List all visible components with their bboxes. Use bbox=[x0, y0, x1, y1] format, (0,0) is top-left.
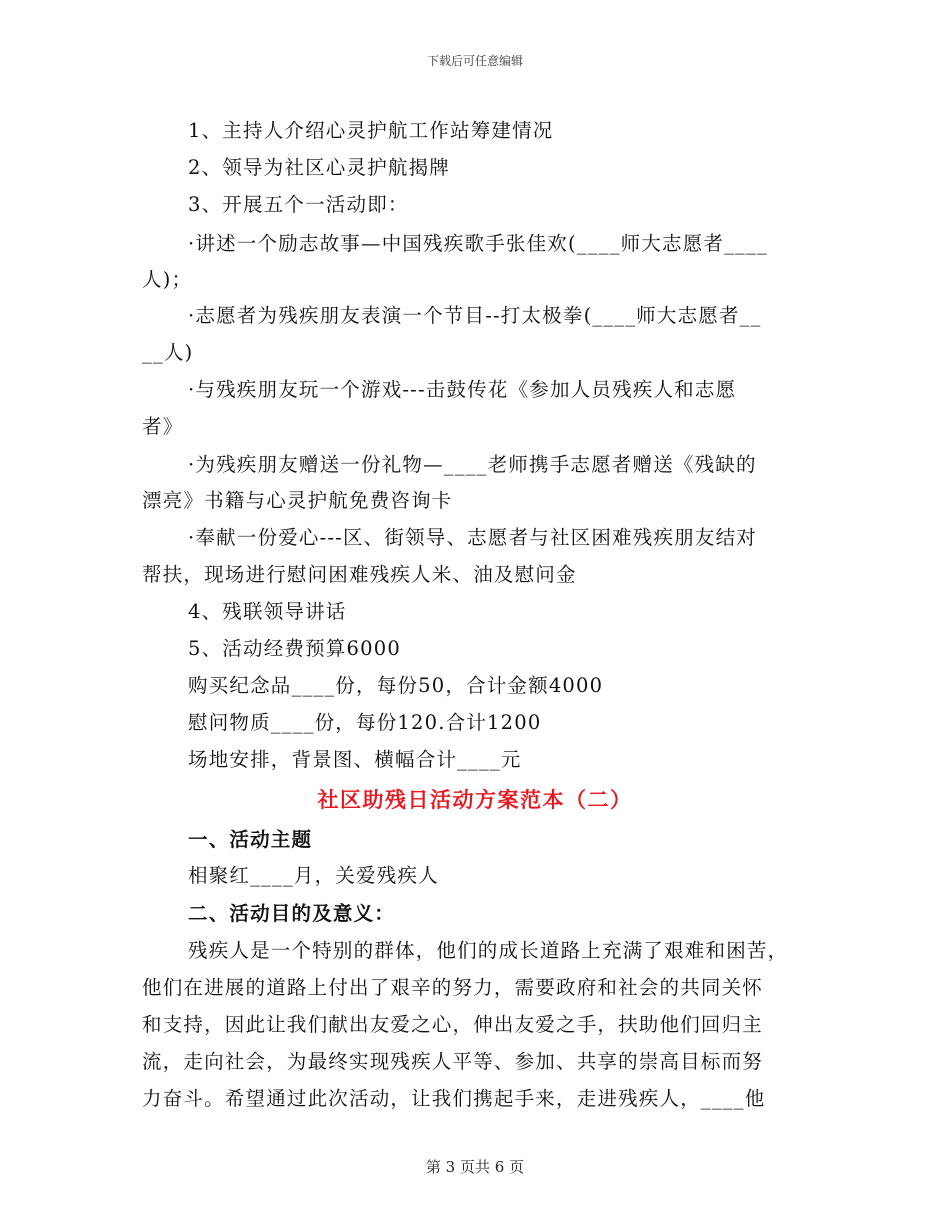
bullet-item-continued: __人) bbox=[142, 341, 194, 364]
paragraph-line: 他们在进展的道路上付出了艰辛的努力，需要政府和社会的共同关怀 bbox=[142, 976, 764, 999]
bullet-item: ·为残疾朋友赠送一份礼物—____老师携手志愿者赠送《残缺的 bbox=[188, 453, 757, 476]
section-heading: 一、活动主题 bbox=[188, 828, 313, 851]
bullet-item-continued: 者》 bbox=[142, 415, 184, 438]
paragraph-line: 力奋斗。希望通过此次活动，让我们携起手来，走进残疾人，____他 bbox=[142, 1087, 766, 1110]
bullet-item: ·志愿者为残疾朋友表演一个节目--打太极拳(____师大志愿者__ bbox=[188, 304, 762, 327]
paragraph-line: 和支持，因此让我们献出友爱之心，伸出友爱之手，扶助他们回归主 bbox=[142, 1013, 764, 1036]
bullet-item-continued: 漂亮》书籍与心灵护航免费咨询卡 bbox=[142, 489, 453, 512]
list-item: 5、活动经费预算6000 bbox=[188, 637, 401, 660]
page-header: 下载后可任意编辑 bbox=[426, 54, 523, 68]
bullet-item-continued: 人)； bbox=[142, 268, 193, 291]
list-item: 1、主持人介绍心灵护航工作站筹建情况 bbox=[188, 119, 554, 142]
bullet-item-continued: 帮扶，现场进行慰问困难残疾人米、油及慰问金 bbox=[142, 563, 577, 586]
bullet-item: ·奉献一份爱心---区、街领导、志愿者与社区困难残疾朋友结对 bbox=[188, 526, 757, 549]
paragraph-line: 相聚红____月，关爱残疾人 bbox=[188, 864, 439, 887]
budget-line: 场地安排，背景图、横幅合计____元 bbox=[188, 748, 522, 771]
bullet-item: ·讲述一个励志故事—中国残疾歌手张佳欢(____师大志愿者____ bbox=[188, 232, 768, 255]
section-heading: 二、活动目的及意义： bbox=[188, 902, 396, 925]
budget-line: 慰问物质____份，每份120.合计1200 bbox=[188, 711, 542, 734]
section-title: 社区助残日活动方案范本（二） bbox=[317, 788, 633, 812]
list-item: 3、开展五个一活动即： bbox=[188, 193, 409, 216]
paragraph-line: 流，走向社会，为最终实现残疾人平等、参加、共享的崇高目标而努 bbox=[142, 1050, 764, 1073]
bullet-item: ·与残疾朋友玩一个游戏---击鼓传花《参加人员残疾人和志愿 bbox=[188, 378, 737, 401]
budget-line: 购买纪念品____份，每份50，合计金额4000 bbox=[188, 674, 604, 697]
page-footer: 第 3 页共 6 页 bbox=[425, 1158, 525, 1176]
list-item: 4、残联领导讲话 bbox=[188, 600, 347, 623]
paragraph-line: 残疾人是一个特别的群体，他们的成长道路上充满了艰难和困苦， bbox=[188, 939, 789, 962]
list-item: 2、领导为社区心灵护航揭牌 bbox=[188, 156, 451, 179]
